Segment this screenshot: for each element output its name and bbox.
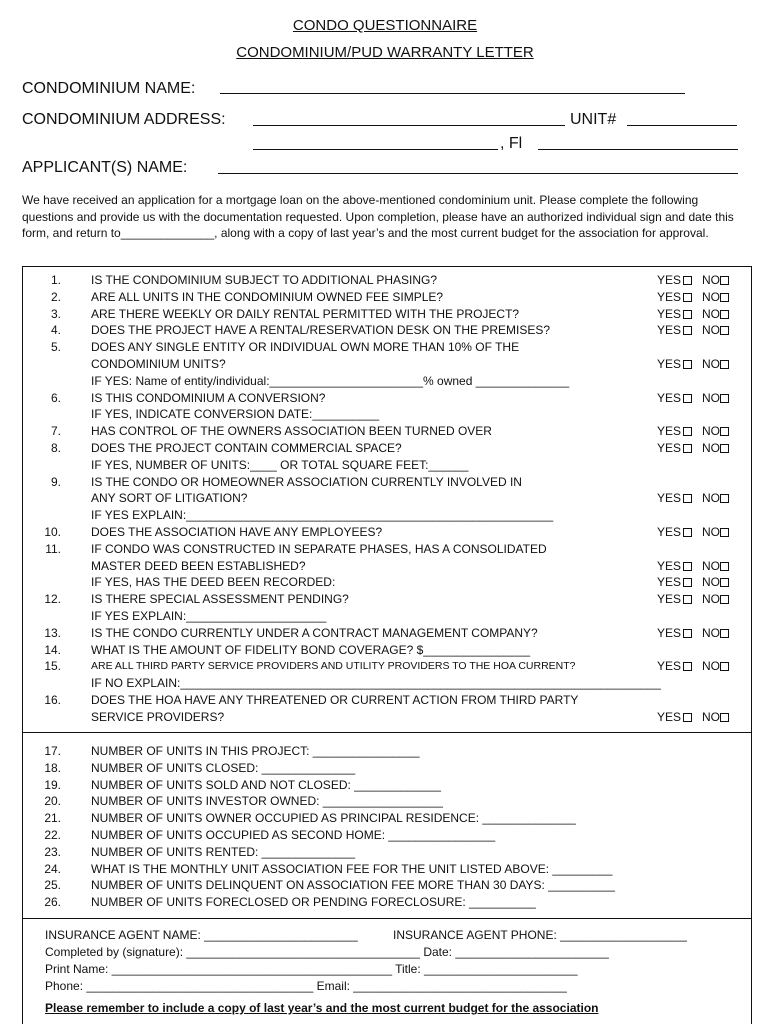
question-row bbox=[23, 642, 751, 659]
yes-no-group bbox=[657, 423, 729, 440]
yes-no-group bbox=[657, 356, 729, 373]
yes-checkbox[interactable] bbox=[683, 662, 692, 671]
question-text: ARE ALL UNITS IN THE CONDOMINIUM OWNED FEE SIMPLE? bbox=[91, 289, 444, 304]
question-row bbox=[23, 390, 751, 407]
unit-question-text[interactable]: NUMBER OF UNITS IN THIS PROJECT: ________________ bbox=[91, 744, 420, 758]
yes-label: YES bbox=[657, 357, 682, 371]
question-row bbox=[23, 490, 751, 507]
units-box bbox=[22, 732, 752, 919]
question-text: IF YES EXPLAIN:_______________________________________________________ bbox=[91, 508, 554, 523]
question-text: IS THIS CONDOMINIUM A CONVERSION? bbox=[91, 390, 326, 405]
question-text: IS THERE SPECIAL ASSESSMENT PENDING? bbox=[91, 592, 349, 607]
no-checkbox[interactable] bbox=[720, 326, 729, 335]
yes-label: YES bbox=[657, 592, 682, 607]
question-text: DOES THE PROJECT HAVE A RENTAL/RESERVATION DESK ON THE PREMISES? bbox=[91, 323, 551, 338]
no-checkbox[interactable] bbox=[720, 595, 729, 604]
question-text: DOES ANY SINGLE ENTITY OR INDIVIDUAL OWN MORE THAN 10% OF THE bbox=[91, 340, 520, 355]
question-row bbox=[23, 591, 751, 608]
unit-question-number: 25. bbox=[44, 878, 61, 893]
yes-label: YES bbox=[657, 441, 682, 455]
unit-count-row bbox=[23, 877, 751, 894]
city-field[interactable] bbox=[253, 149, 498, 150]
unit-question-text[interactable]: NUMBER OF UNITS OWNER OCCUPIED AS PRINCIPAL RESIDENCE: ______________ bbox=[91, 811, 576, 826]
zip-field[interactable] bbox=[538, 149, 738, 150]
yes-no-group bbox=[657, 390, 729, 407]
question-row bbox=[23, 507, 751, 524]
question-row bbox=[23, 524, 751, 541]
question-number: 16. bbox=[44, 693, 61, 707]
no-checkbox[interactable] bbox=[720, 629, 729, 638]
yes-no-group bbox=[657, 625, 729, 642]
no-label: NO bbox=[702, 441, 721, 455]
print-name-line[interactable]: Print Name: __________________________________________ Title: _______________________ bbox=[45, 962, 578, 976]
no-label: NO bbox=[702, 323, 721, 338]
question-row bbox=[23, 675, 751, 692]
question-number: 2. bbox=[50, 289, 61, 304]
condominium-address-label: CONDOMINIUM ADDRESS: bbox=[22, 111, 226, 128]
no-label: NO bbox=[702, 558, 721, 573]
no-checkbox[interactable] bbox=[720, 276, 729, 285]
yes-checkbox[interactable] bbox=[683, 494, 692, 503]
question-row bbox=[23, 658, 751, 675]
question-text: IF CONDO WAS CONSTRUCTED IN SEPARATE PHASES, HAS A CONSOLIDATED bbox=[91, 541, 547, 556]
condominium-name-field[interactable] bbox=[220, 93, 685, 94]
question-row bbox=[23, 574, 751, 591]
applicant-name-field[interactable] bbox=[218, 173, 738, 174]
question-row bbox=[23, 474, 751, 491]
no-checkbox[interactable] bbox=[720, 562, 729, 571]
yes-checkbox[interactable] bbox=[683, 360, 692, 369]
yes-checkbox[interactable] bbox=[683, 427, 692, 436]
agent-box bbox=[22, 918, 752, 1024]
question-row bbox=[23, 457, 751, 474]
yes-label: YES bbox=[657, 575, 682, 590]
yes-no-group bbox=[657, 658, 729, 675]
yes-no-group bbox=[657, 591, 729, 608]
question-text: DOES THE PROJECT CONTAIN COMMERCIAL SPACE? bbox=[91, 441, 402, 455]
no-label: NO bbox=[702, 357, 721, 371]
no-label: NO bbox=[702, 289, 721, 304]
yes-label: YES bbox=[657, 289, 682, 304]
question-text: IS THE CONDO CURRENTLY UNDER A CONTRACT MANAGEMENT COMPANY? bbox=[91, 625, 538, 640]
completed-by-line[interactable]: Completed by (signature): ___________________________________ Date: _______________________ bbox=[45, 945, 609, 959]
question-text: IF YES, HAS THE DEED BEEN RECORDED: bbox=[91, 575, 336, 590]
unit-question-number: 17. bbox=[44, 744, 61, 758]
question-text: IF YES, INDICATE CONVERSION DATE:__________ bbox=[91, 407, 380, 422]
unit-count-row bbox=[23, 861, 751, 878]
question-text: ARE ALL THIRD PARTY SERVICE PROVIDERS AND UTILITY PROVIDERS TO THE HOA CURRENT? bbox=[91, 660, 576, 673]
unit-question-text[interactable]: WHAT IS THE MONTHLY UNIT ASSOCIATION FEE FOR THE UNIT LISTED ABOVE: _________ bbox=[91, 861, 613, 876]
unit-question-number: 23. bbox=[44, 844, 61, 859]
yes-checkbox[interactable] bbox=[683, 629, 692, 638]
yes-no-group bbox=[657, 558, 729, 575]
unit-field[interactable] bbox=[627, 125, 737, 126]
yes-label: YES bbox=[657, 273, 682, 287]
no-checkbox[interactable] bbox=[720, 494, 729, 503]
phone-email-line[interactable]: Phone: __________________________________ Email: ________________________________ bbox=[45, 979, 567, 993]
yes-no-group bbox=[657, 709, 729, 726]
yes-checkbox[interactable] bbox=[683, 578, 692, 587]
question-number: 15. bbox=[44, 659, 61, 674]
yes-checkbox[interactable] bbox=[683, 562, 692, 571]
question-text: ANY SORT OF LITIGATION? bbox=[91, 491, 248, 506]
question-row bbox=[23, 406, 751, 423]
yes-label: YES bbox=[657, 306, 682, 321]
no-label: NO bbox=[702, 525, 721, 539]
no-checkbox[interactable] bbox=[720, 427, 729, 436]
unit-question-number: 20. bbox=[44, 794, 61, 809]
question-row bbox=[23, 289, 751, 306]
yes-checkbox[interactable] bbox=[683, 444, 692, 453]
question-text: IF YES: Name of entity/individual:_______________________% owned ______________ bbox=[91, 373, 570, 388]
unit-question-number: 18. bbox=[44, 760, 61, 775]
question-text: ARE THERE WEEKLY OR DAILY RENTAL PERMITTED WITH THE PROJECT? bbox=[91, 306, 520, 321]
question-number: 3. bbox=[50, 306, 61, 321]
yes-label: YES bbox=[657, 323, 682, 338]
yes-checkbox[interactable] bbox=[683, 713, 692, 722]
unit-question-text[interactable]: NUMBER OF UNITS INVESTOR OWNED: __________________ bbox=[91, 794, 443, 809]
question-row bbox=[23, 692, 751, 709]
question-row bbox=[23, 356, 751, 373]
no-checkbox[interactable] bbox=[720, 394, 729, 403]
question-text: DOES THE ASSOCIATION HAVE ANY EMPLOYEES? bbox=[91, 525, 383, 539]
no-label: NO bbox=[702, 273, 721, 287]
question-text: MASTER DEED BEEN ESTABLISHED? bbox=[91, 558, 306, 573]
unit-question-number: 19. bbox=[44, 777, 61, 792]
question-text: IS THE CONDO OR HOMEOWNER ASSOCIATION CURRENTLY INVOLVED IN bbox=[91, 474, 522, 489]
question-number: 13. bbox=[44, 625, 61, 640]
question-text: CONDOMINIUM UNITS? bbox=[91, 357, 226, 371]
unit-question-text[interactable]: NUMBER OF UNITS RENTED: ______________ bbox=[91, 844, 356, 859]
question-number: 14. bbox=[44, 642, 61, 657]
no-label: NO bbox=[702, 592, 721, 607]
unit-question-number: 21. bbox=[44, 811, 61, 826]
question-text: IS THE CONDOMINIUM SUBJECT TO ADDITIONAL PHASING? bbox=[91, 273, 438, 287]
no-label: NO bbox=[702, 625, 721, 640]
condominium-name-label: CONDOMINIUM NAME: bbox=[22, 80, 196, 97]
question-text: IF YES EXPLAIN:_____________________ bbox=[91, 609, 327, 623]
no-label: NO bbox=[702, 709, 721, 724]
yes-label: YES bbox=[657, 525, 682, 539]
unit-question-number: 26. bbox=[44, 895, 61, 910]
unit-question-text[interactable]: NUMBER OF UNITS SOLD AND NOT CLOSED: _____________ bbox=[91, 777, 441, 792]
question-number: 8. bbox=[50, 441, 61, 455]
no-label: NO bbox=[702, 575, 721, 590]
no-checkbox[interactable] bbox=[720, 310, 729, 319]
unit-question-text[interactable]: NUMBER OF UNITS CLOSED: ______________ bbox=[91, 760, 356, 775]
question-number: 4. bbox=[50, 323, 61, 338]
question-text: DOES THE HOA HAVE ANY THREATENED OR CURRENT ACTION FROM THIRD PARTY bbox=[91, 693, 579, 707]
question-text: SERVICE PROVIDERS? bbox=[91, 709, 225, 724]
yes-checkbox[interactable] bbox=[683, 394, 692, 403]
unit-count-row bbox=[23, 810, 751, 827]
yes-checkbox[interactable] bbox=[683, 326, 692, 335]
question-number: 11. bbox=[45, 541, 61, 556]
no-label: NO bbox=[702, 306, 721, 321]
unit-question-text[interactable]: NUMBER OF UNITS DELINQUENT ON ASSOCIATION FEE MORE THAN 30 DAYS: __________ bbox=[91, 878, 615, 893]
no-checkbox[interactable] bbox=[720, 444, 729, 453]
unit-count-row bbox=[23, 844, 751, 861]
question-number: 1. bbox=[50, 273, 61, 287]
form-subtitle: CONDOMINIUM/PUD WARRANTY LETTER bbox=[236, 44, 534, 61]
insurance-agent-name[interactable]: INSURANCE AGENT NAME: _______________________ bbox=[45, 928, 358, 942]
question-number: 5. bbox=[50, 340, 61, 355]
yes-no-group bbox=[657, 490, 729, 507]
yes-label: YES bbox=[657, 659, 682, 674]
yes-label: YES bbox=[657, 424, 682, 439]
question-text: HAS CONTROL OF THE OWNERS ASSOCIATION BEEN TURNED OVER bbox=[91, 424, 492, 439]
yes-no-group bbox=[657, 524, 729, 541]
unit-question-number: 24. bbox=[44, 861, 61, 876]
yes-no-group bbox=[657, 306, 729, 323]
yes-no-group bbox=[657, 322, 729, 339]
question-text: IF YES, NUMBER OF UNITS:____ OR TOTAL SQUARE FEET:______ bbox=[91, 457, 469, 472]
question-number: 7. bbox=[50, 424, 61, 439]
question-row bbox=[23, 608, 751, 625]
yes-no-group bbox=[657, 272, 729, 289]
intro-paragraph: We have received an application for a mortgage loan on the above-mentioned condominium unit. Please complete the following questions and provide us with the documentation requested. Upon completion, please have an authorized individual sign and date this form, and return to______________, along with a copy of last year’s and the most current budget for the association for approval. bbox=[22, 193, 734, 240]
no-label: NO bbox=[702, 659, 721, 674]
unit-question-text[interactable]: NUMBER OF UNITS OCCUPIED AS SECOND HOME: ________________ bbox=[91, 828, 496, 842]
insurance-agent-phone[interactable]: INSURANCE AGENT PHONE: ___________________ bbox=[393, 928, 687, 942]
no-label: NO bbox=[702, 491, 721, 506]
question-row bbox=[23, 709, 751, 726]
yes-no-group bbox=[657, 440, 729, 457]
condominium-address-field[interactable] bbox=[253, 125, 565, 126]
form-title: CONDO QUESTIONNAIRE bbox=[292, 17, 478, 34]
yes-no-group bbox=[657, 289, 729, 306]
applicant-name-label: APPLICANT(S) NAME: bbox=[22, 159, 188, 176]
yes-checkbox[interactable] bbox=[683, 293, 692, 302]
unit-count-row bbox=[23, 894, 751, 911]
yes-label: YES bbox=[657, 558, 682, 573]
question-row bbox=[23, 541, 751, 558]
question-row bbox=[23, 373, 751, 390]
no-label: NO bbox=[702, 390, 721, 405]
unit-question-number: 22. bbox=[44, 828, 61, 842]
budget-reminder-note: Please remember to include a copy of last year’s and the most current budget for the association bbox=[45, 1001, 599, 1015]
question-row bbox=[23, 272, 751, 289]
yes-label: YES bbox=[657, 625, 682, 640]
unit-question-text[interactable]: NUMBER OF UNITS FORECLOSED OR PENDING FORECLOSURE: __________ bbox=[91, 895, 536, 910]
questions-box bbox=[22, 266, 752, 733]
no-checkbox[interactable] bbox=[720, 662, 729, 671]
yes-checkbox[interactable] bbox=[683, 528, 692, 537]
yes-label: YES bbox=[657, 390, 682, 405]
question-row bbox=[23, 322, 751, 339]
question-number: 9. bbox=[50, 474, 61, 489]
question-row bbox=[23, 440, 751, 457]
no-label: NO bbox=[702, 424, 721, 439]
question-row bbox=[23, 339, 751, 356]
no-checkbox[interactable] bbox=[720, 293, 729, 302]
no-checkbox[interactable] bbox=[720, 360, 729, 369]
question-row bbox=[23, 625, 751, 642]
question-text: IF NO EXPLAIN:________________________________________________________________________ bbox=[91, 676, 661, 691]
unit-count-row bbox=[23, 743, 751, 760]
question-text: WHAT IS THE AMOUNT OF FIDELITY BOND COVERAGE? $________________ bbox=[91, 642, 531, 657]
unit-count-row bbox=[23, 827, 751, 844]
unit-count-row bbox=[23, 793, 751, 810]
question-number: 12. bbox=[44, 592, 61, 607]
question-row bbox=[23, 558, 751, 575]
question-row bbox=[23, 306, 751, 323]
question-row bbox=[23, 423, 751, 440]
yes-checkbox[interactable] bbox=[683, 310, 692, 319]
state-label: , Fl bbox=[500, 135, 523, 152]
question-number: 10. bbox=[44, 525, 61, 539]
unit-label: UNIT# bbox=[570, 111, 617, 128]
yes-checkbox[interactable] bbox=[683, 595, 692, 604]
no-checkbox[interactable] bbox=[720, 528, 729, 537]
yes-label: YES bbox=[657, 491, 682, 506]
no-checkbox[interactable] bbox=[720, 713, 729, 722]
yes-checkbox[interactable] bbox=[683, 276, 692, 285]
question-number: 6. bbox=[50, 390, 61, 405]
no-checkbox[interactable] bbox=[720, 578, 729, 587]
unit-count-row bbox=[23, 777, 751, 794]
yes-no-group bbox=[657, 574, 729, 591]
yes-label: YES bbox=[657, 709, 682, 724]
unit-count-row bbox=[23, 760, 751, 777]
